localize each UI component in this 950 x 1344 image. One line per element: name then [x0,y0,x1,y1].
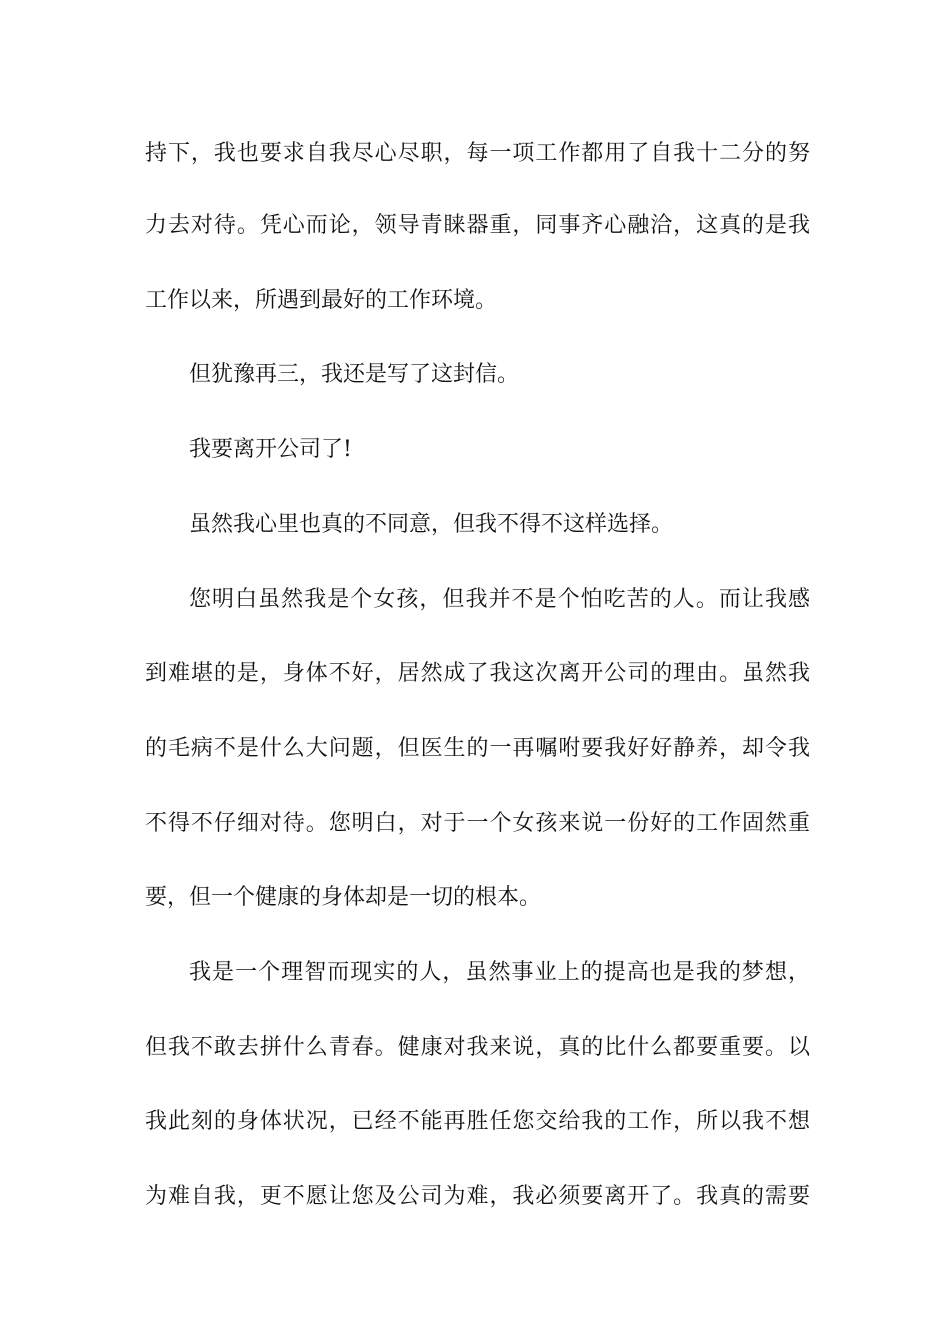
paragraph-line: 工作以来，所遇到最好的工作环境。 [145,288,498,313]
paragraph-line: 的毛病不是什么大问题，但医生的一再嘱咐要我好好静养，却令我 [145,736,810,761]
paragraph-line: 我是一个理智而现实的人，虽然事业上的提高也是我的梦想， [189,960,810,985]
paragraph-line: 您明白虽然我是个女孩，但我并不是个怕吃苦的人。而让我感 [189,587,810,612]
paragraph-line: 我此刻的身体状况，已经不能再胜任您交给我的工作，所以我不想 [145,1109,810,1134]
paragraph-line: 但犹豫再三，我还是写了这封信。 [189,362,520,387]
paragraph-line: 到难堪的是，身体不好，居然成了我这次离开公司的理由。虽然我 [145,661,810,686]
paragraph-line: 但我不敢去拼什么青春。健康对我来说，真的比什么都要重要。以 [145,1035,810,1060]
paragraph-line: 虽然我心里也真的不同意，但我不得不这样选择。 [189,512,674,537]
paragraph-line: 要，但一个健康的身体却是一切的根本。 [145,885,542,910]
paragraph-line: 我要离开公司了! [189,437,352,462]
paragraph-line: 为难自我，更不愿让您及公司为难，我必须要离开了。我真的需要 [145,1184,810,1209]
paragraph-line: 力去对待。凭心而论，领导青睐器重，同事齐心融洽，这真的是我 [145,213,810,238]
paragraph-line: 不得不仔细对待。您明白，对于一个女孩来说一份好的工作固然重 [145,811,810,836]
paragraph-line: 持下，我也要求自我尽心尽职，每一项工作都用了自我十二分的努 [145,141,810,166]
